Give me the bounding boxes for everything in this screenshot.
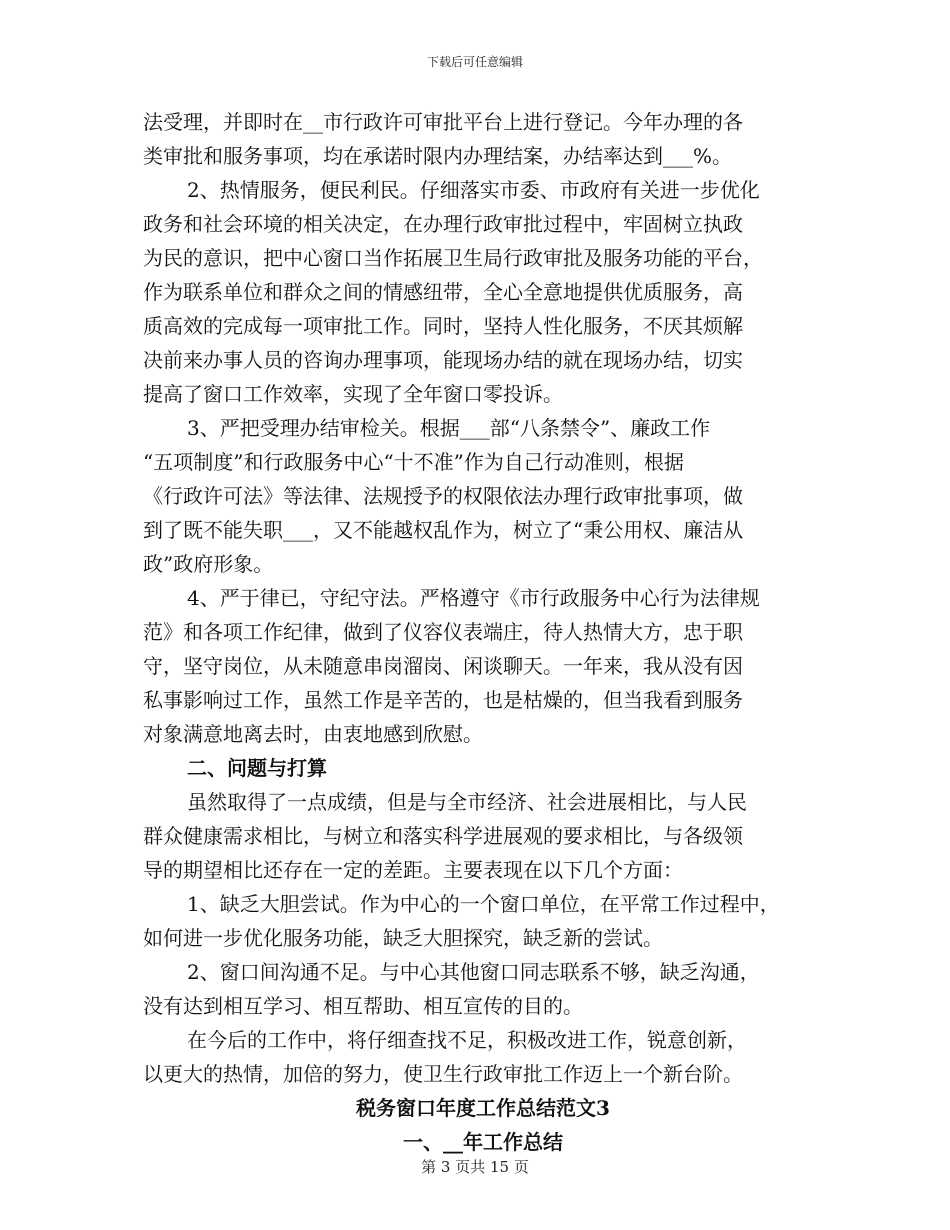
paragraph-line: 导的期望相比还存在一定的差距。主要表现在以下几个方面： [143,858,683,882]
document-title: 税务窗口年度工作总结范文3 [356,1096,610,1120]
paragraph-line: 范》和各项工作纪律，做到了仪容仪表端庄，待人热情大方，忠于职 [143,620,743,644]
paragraph-line: 到了既不能失职___，又不能越权乱作为，树立了“秉公用权、廉洁从 [143,518,744,542]
paragraph-line: 类审批和服务事项，均在承诺时限内办理结案，办结率达到___%。 [143,144,733,168]
paragraph-line: 3、严把受理办结审检关。根据___部“八条禁令”、廉政工作 [187,416,711,440]
paragraph-line: 质高效的完成每一项审批工作。同时，坚持人性化服务，不厌其烦解 [143,314,743,338]
paragraph-line: 法受理，并即时在__市行政许可审批平台上进行登记。今年办理的各 [143,110,743,134]
paragraph-line: 提高了窗口工作效率，实现了全年窗口零投诉。 [143,382,563,406]
paragraph-line: 政务和社会环境的相关决定，在办理行政审批过程中，牢固树立执政 [143,212,743,236]
paragraph-line: 虽然取得了一点成绩，但是与全市经济、社会进展相比，与人民 [187,790,747,814]
paragraph-line: 《行政许可法》等法律、法规授予的权限依法办理行政审批事项，做 [143,484,743,508]
paragraph-line: 如何进一步优化服务功能，缺乏大胆探究，缺乏新的尝试。 [143,926,663,950]
paragraph-line: 政”政府形象。 [143,552,274,576]
paragraph-line: 在今后的工作中，将仔细查找不足，积极改进工作，锐意创新， [187,1028,747,1052]
paragraph-line: 对象满意地离去时，由衷地感到欣慰。 [143,722,483,746]
page-header: 下载后可任意编辑 [426,55,523,69]
paragraph-line: 私事影响过工作，虽然工作是辛苦的，也是枯燥的，但当我看到服务 [143,688,743,712]
paragraph-line: 为民的意识，把中心窗口当作拓展卫生局行政审批及服务功能的平台， [143,246,763,270]
section-heading: 二、问题与打算 [187,756,327,780]
page-footer: 第 3 页共 15 页 [421,1158,529,1176]
paragraph-line: 以更大的热情，加倍的努力，使卫生行政审批工作迈上一个新台阶。 [143,1062,743,1086]
paragraph-line: 作为联系单位和群众之间的情感纽带，全心全意地提供优质服务，高 [143,280,743,304]
paragraph-line: 4、严于律已，守纪守法。严格遵守《市行政服务中心行为法律规 [187,586,760,610]
document-body [143,105,823,1159]
paragraph-line: 2、热情服务，便民利民。仔细落实市委、市政府有关进一步优化 [187,178,760,202]
paragraph-line: 1、缺乏大胆尝试。作为中心的一个窗口单位，在平常工作过程中， [187,892,780,916]
paragraph-line: 群众健康需求相比，与树立和落实科学进展观的要求相比，与各级领 [143,824,743,848]
paragraph-line: 决前来办事人员的咨询办理事项，能现场办结的就在现场办结，切实 [143,348,743,372]
paragraph-line: 没有达到相互学习、相互帮助、相互宣传的目的。 [143,994,583,1018]
paragraph-line: “五项制度”和行政服务中心“十不准”作为自己行动准则，根据 [143,450,684,474]
paragraph-line: 2、窗口间沟通不足。与中心其他窗口同志联系不够，缺乏沟通， [187,960,760,984]
paragraph-line: 守，坚守岗位，从未随意串岗溜岗、闲谈聊天。一年来，我从没有因 [143,654,743,678]
section-heading: 一、__年工作总结 [403,1130,563,1154]
